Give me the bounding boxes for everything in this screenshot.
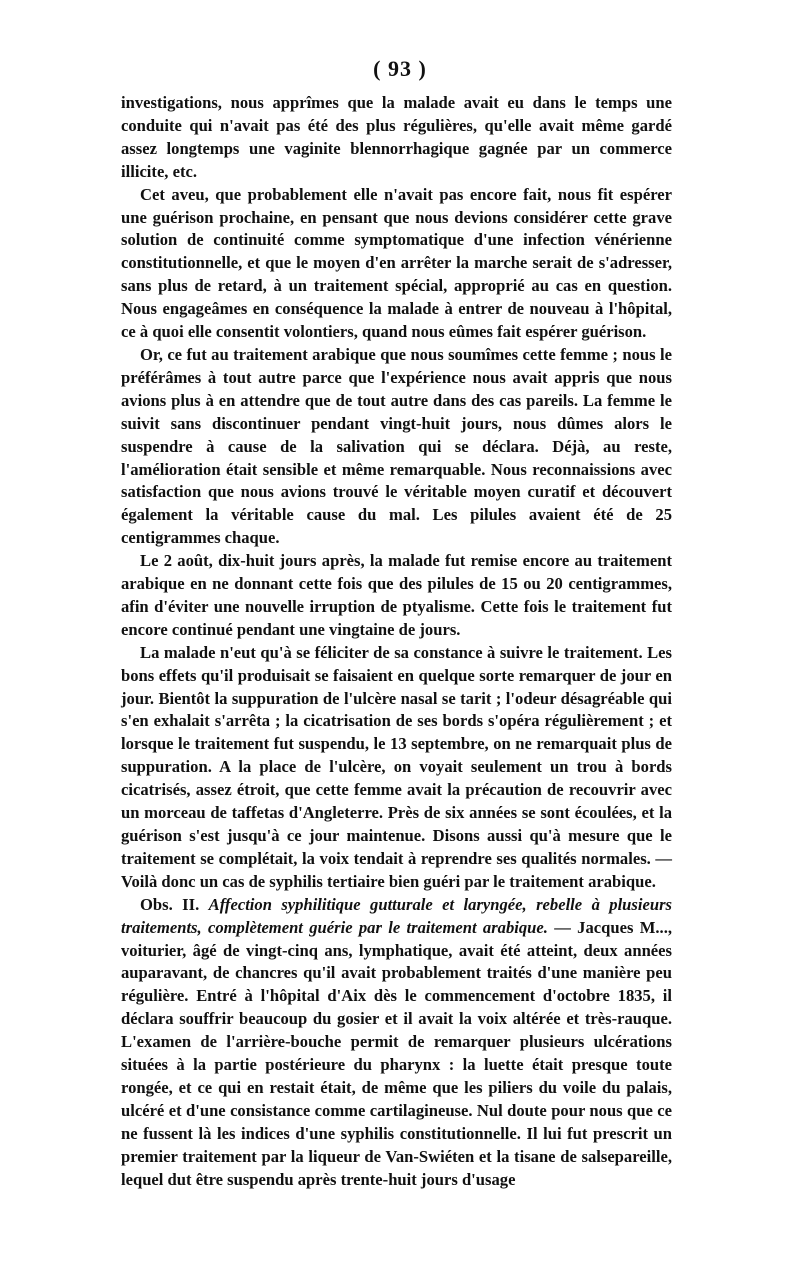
paragraph-5: La malade n'eut qu'à se féliciter de sa constance à suivre le traitement. Les bons effets qu'il produisait se faisaient en quelque sorte remarquer de jour en jour. Bientôt la suppuration de l'ulcère nasal se tarit ; l'odeur désagréable qui s'en exhalait s'arrêta ; la cicatrisation de ses bords s'opéra régulièrement ; et lorsque le traitement fut suspendu, le 13 septembre, on ne remarquait plus de suppuration. A la place de l'ulcère, on voyait seulement un trou à bords cicatrisés, assez étroit, que cette femme avait la précaution de recouvrir avec un morceau de taffetas d'Angleterre. Près de six années se sont écoulées, et la guérison s'est jusqu'à ce jour maintenue. Disons aussi qu'à mesure que le traitement se complétait, la voix tendait à reprendre ses qualités normales. — Voilà donc un cas de syphilis tertiaire bien guéri par le traitement arabique.	[121, 642, 672, 891]
observation-text: — Jacques M..., voiturier, âgé de vingt-cinq ans, lymphatique, avait été atteint, deux années auparavant, de chancres qu'il avait probablement traités d'une manière peu régulière. Entré à l'hôpital d'Aix dès le commencement d'octobre 1835, il déclara souffrir beaucoup du gosier et il avait la voix altérée et très-rauque. L'examen de l'arrière-bouche permit de remarquer plusieurs ulcérations situées à la partie postérieure du pharynx : la luette était presque toute rongée, et ce qui en restait était, de même que les piliers du voile du palais, ulcéré et d'une consistance comme cartilagineuse. Nul doute pour nous que ce ne fussent là les indices d'une syphilis constitutionnelle. Il lui fut prescrit un premier traitement par la liqueur de Van-Swiéten et la tisane de salsepareille, lequel dut être suspendu après trente-huit jours d'usage	[121, 917, 672, 1189]
paragraph-2: Cet aveu, que probablement elle n'avait pas encore fait, nous fit espérer une guérison prochaine, en pensant que nous devions considérer cette grave solution de continuité comme symptomatique d'une infection vénérienne constitutionnelle, et que le moyen d'en arrêter la marche serait de s'adresser, sans plus de retard, à un traitement spécial, approprié au cas en question. Nous engageâmes en conséquence la malade à entrer de nouveau à l'hôpital, ce à quoi elle consentit volontiers, quand nous eûmes fait espérer guérison.	[121, 184, 672, 342]
paragraph-1: investigations, nous apprîmes que la malade avait eu dans le temps une conduite qui n'avait pas été des plus régulières, qu'elle avait même gardé assez longtemps une vaginite blennorrhagique gagnée par un commerce illicite, etc.	[121, 93, 672, 181]
paragraph-3: Or, ce fut au traitement arabique que nous soumîmes cette femme ; nous le préférâmes à tout autre parce que l'expérience nous avait appris que nous avions plus à en attendre que de tout autre dans des cas pareils. La femme le suivit sans discontinuer pendant vingt-huit jours, nous dûmes alors le suspendre à cause de la salivation qui se déclara. Déjà, au reste, l'amélioration était sensible et même remarquable. Nous reconnaissions avec satisfaction que nous avions trouvé le véritable moyen curatif et découvert également la véritable cause du mal. Les pilules avaient été de 25 centigrammes chaque.	[121, 344, 672, 548]
body-text	[121, 92, 672, 1192]
observation-label: Obs. II.	[140, 894, 200, 914]
paragraph-4: Le 2 août, dix-huit jours après, la malade fut remise encore au traitement arabique en ne donnant cette fois que des pilules de 15 ou 20 centigrammes, afin d'éviter une nouvelle irruption de ptyalisme. Cette fois le traitement fut encore continué pendant une vingtaine de jours.	[121, 551, 672, 639]
observation-2	[121, 894, 672, 1192]
page-number: ( 93 )	[373, 56, 427, 81]
observation-title: Affection syphilitique gutturale et laryngée, rebelle à plusieurs traitements, complètement guérie par le traitement arabique.	[121, 894, 672, 937]
